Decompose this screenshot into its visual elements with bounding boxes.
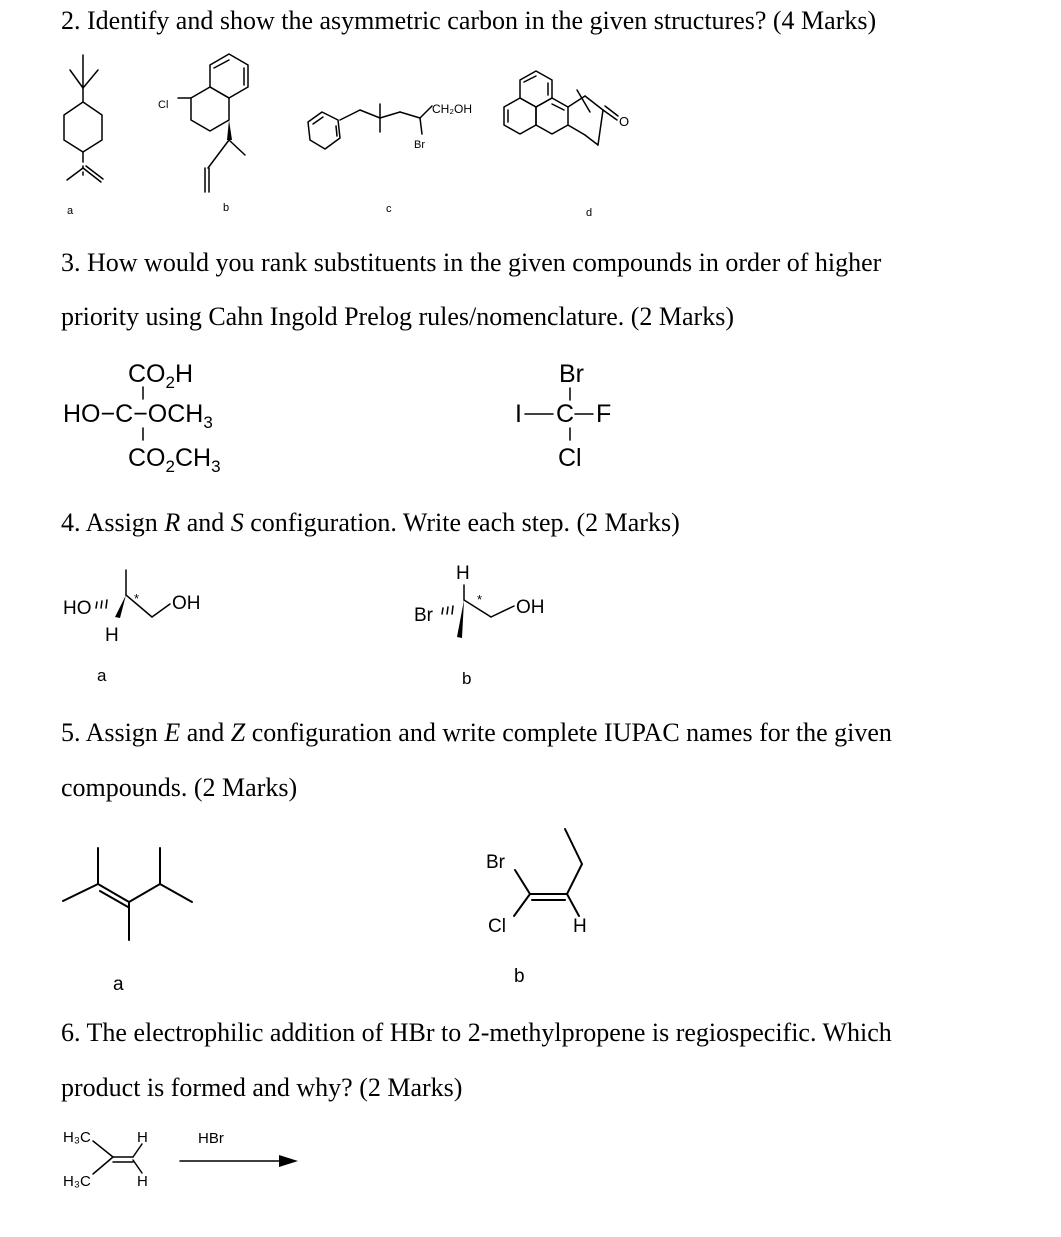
svg-text:H₃C: H₃C <box>63 1129 91 1146</box>
svg-text:HO−C−OCH3: $HO-C-OCH_3$ <box>63 400 213 432</box>
question-5-line-2: compounds. (2 Marks) <box>61 773 298 802</box>
structure-2b-cl-atom: Cl <box>158 99 169 111</box>
structure-2b-label: b <box>223 202 230 214</box>
q5-molecule-a <box>63 848 192 940</box>
svg-text:HBr: HBr <box>198 1130 224 1147</box>
structure-2c-br-atom: Br <box>414 139 425 151</box>
svg-text:Br: Br <box>486 852 505 873</box>
structure-2b <box>178 54 248 192</box>
svg-text:CO2CH3: $CO_2CH_3$ <box>128 444 221 476</box>
structure-2c-label: c <box>386 203 392 215</box>
svg-text:Cl: Cl <box>558 444 582 472</box>
svg-text:Cl: Cl <box>488 916 506 937</box>
svg-text:*: * <box>134 591 140 606</box>
q3-right-molecule <box>515 360 611 472</box>
svg-text:b: b <box>462 669 472 688</box>
structure-2d-label: d <box>586 207 593 219</box>
svg-text:a: a <box>97 666 107 685</box>
svg-text:Br: Br <box>559 360 584 388</box>
svg-text:H₃C: H₃C <box>63 1173 91 1190</box>
svg-text:I: I <box>515 400 522 428</box>
svg-text:H: H <box>105 625 119 646</box>
structure-2c-ch2oh: CH₂OH <box>432 102 472 116</box>
svg-text:CO2H: $CO_2H$ <box>128 360 194 392</box>
structure-2d <box>504 71 618 145</box>
question-6-line-2: product is formed and why? (2 Marks) <box>61 1073 463 1102</box>
structure-2d-o-atom: O <box>619 114 630 129</box>
svg-text:*: * <box>477 592 483 607</box>
structure-2a <box>64 55 103 182</box>
question-3-line-2: priority using Cahn Ingold Prelog rules/nomenclature. (2 Marks) <box>61 302 734 331</box>
svg-text:OH: OH <box>516 597 545 618</box>
structure-2a-label: a <box>67 205 74 217</box>
q4-molecule-b <box>414 563 545 688</box>
question-2-text: 2. Identify and show the asymmetric carbon in the given structures? (4 Marks) <box>61 6 877 35</box>
q4-molecule-a <box>63 570 201 685</box>
q6-reaction-scheme <box>63 1129 298 1190</box>
svg-text:OH: OH <box>172 593 201 614</box>
q5-molecule-a-label: a <box>113 974 124 995</box>
question-3-line-1: 3. How would you rank substituents in the given compounds in order of higher <box>61 248 882 277</box>
reaction-arrow-head <box>279 1155 298 1167</box>
svg-text:b: b <box>514 966 525 987</box>
q5-molecule-b <box>486 829 587 987</box>
question-4-text: 4. Assign R and S configuration. Write each step. (2 Marks) <box>61 508 680 537</box>
svg-text:H: H <box>573 916 587 937</box>
svg-text:Br: Br <box>414 605 433 626</box>
question-5-line-1: 5. Assign E and Z configuration and write complete IUPAC names for the given <box>61 718 892 747</box>
svg-text:H: H <box>137 1173 148 1190</box>
q3-left-molecule <box>63 360 221 476</box>
svg-text:F: F <box>596 400 612 428</box>
svg-text:C: C <box>556 400 575 428</box>
svg-text:H: H <box>456 563 470 584</box>
svg-text:HO: HO <box>63 598 92 619</box>
question-6-line-1: 6. The electrophilic addition of HBr to 2-methylpropene is regiospecific. Which <box>61 1018 892 1047</box>
svg-text:H: H <box>137 1129 148 1146</box>
